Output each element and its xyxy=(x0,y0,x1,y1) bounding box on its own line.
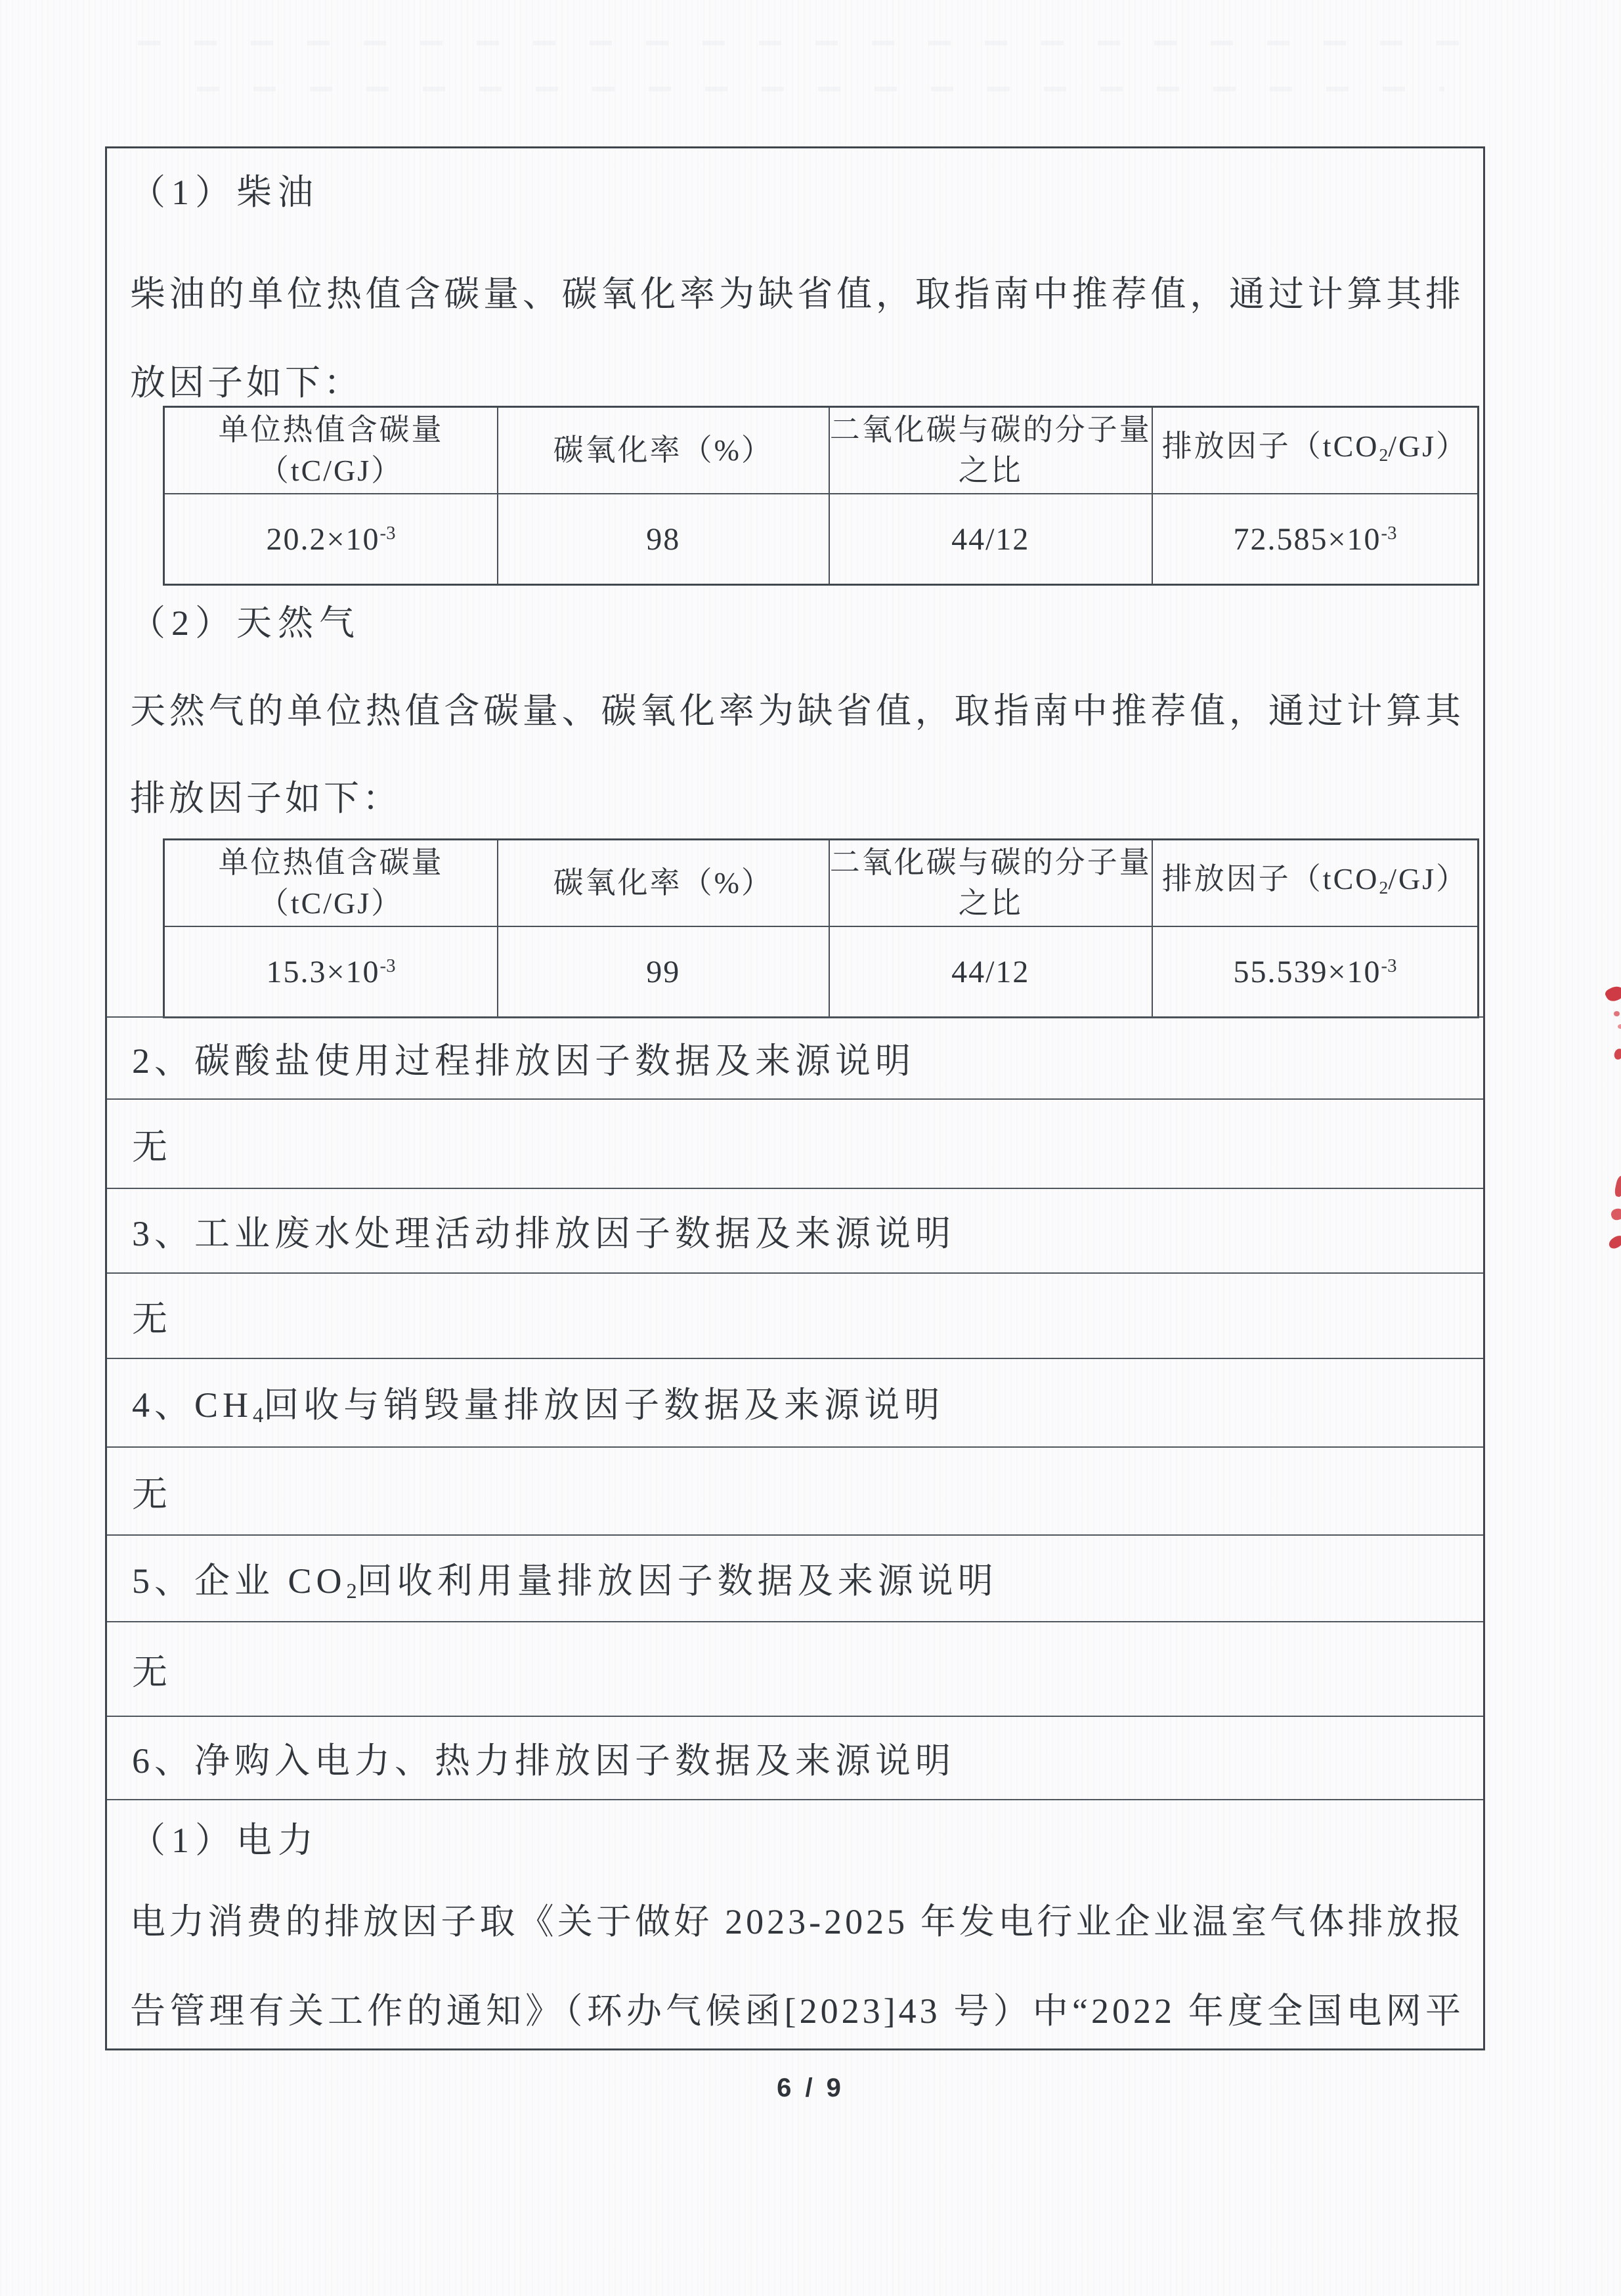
section-2-title: 2、碳酸盐使用过程排放因子数据及来源说明 xyxy=(132,1041,915,1081)
red-stamp-fragment xyxy=(1610,1207,1621,1221)
section-4-title: 4、CH4回收与销毁量排放因子数据及来源说明 xyxy=(132,1385,945,1428)
electricity-heading: （1）电力 xyxy=(130,1821,319,1860)
header-heat-content xyxy=(164,407,498,494)
diesel-heat-content-value: $20.2\times 10^{-3}$ xyxy=(164,494,498,585)
header-heat-content-line1: 单位热值含碳量 xyxy=(218,846,444,879)
section-3-title-row xyxy=(107,1188,1483,1272)
gas-heat-content-value: $15.3\times 10^{-3}$ xyxy=(164,926,498,1018)
scan-noise-top2 xyxy=(197,87,1444,91)
diesel-paragraph-line1: 柴油的单位热值含碳量、碳氧化率为缺省值，取指南中推荐值，通过计算其排 xyxy=(130,274,1464,314)
diesel-paragraph-line2: 放因子如下： xyxy=(130,363,362,402)
header-heat-content-line1: 单位热值含碳量 xyxy=(218,413,444,446)
header-molecular-ratio-line2: 之比 xyxy=(958,454,1023,487)
red-stamp-fragment xyxy=(1607,1234,1621,1251)
diesel-factor-value: $72.585\times 10^{-3}$ xyxy=(1152,494,1479,585)
red-stamp-fragment xyxy=(1614,1011,1620,1016)
section-5-content-row xyxy=(107,1621,1483,1716)
gas-factor-value: $55.539\times 10^{-3}$ xyxy=(1152,926,1479,1018)
header-emission-factor: 排放因子（tCO2/GJ） xyxy=(1152,407,1479,494)
section-3-content-row xyxy=(107,1272,1483,1358)
header-oxidation-rate: 碳氧化率（%） xyxy=(498,840,829,927)
header-molecular-ratio xyxy=(829,407,1152,494)
numbered-sections xyxy=(107,1016,1483,2052)
section-5-title-row xyxy=(107,1534,1483,1621)
gas-emission-factor-table xyxy=(163,838,1479,1018)
header-emission-factor: 排放因子（tCO2/GJ） xyxy=(1152,840,1479,927)
table-header-row xyxy=(164,407,1479,494)
section-2-title-row xyxy=(107,1016,1483,1098)
section-2-content-row xyxy=(107,1098,1483,1188)
table-header-row xyxy=(164,840,1479,927)
header-heat-content-unit: （tC/GJ） xyxy=(258,454,404,487)
scan-noise-top xyxy=(138,41,1484,45)
electricity-paragraph-line1: 电力消费的排放因子取《关于做好 2023-2025 年发电行业企业温室气体排放报 xyxy=(130,1902,1464,1941)
form-outline xyxy=(105,146,1485,2050)
red-stamp-fragment xyxy=(1604,984,1621,1005)
electricity-paragraph-line2: 告管理有关工作的通知》（环办气候函[2023]43 号）中“2022 年度全国电网平 xyxy=(130,1991,1464,2031)
section-5-title: 5、企业 CO2回收利用量排放因子数据及来源说明 xyxy=(132,1561,998,1604)
header-oxidation-rate: 碳氧化率（%） xyxy=(498,407,829,494)
header-molecular-ratio-line1: 二氧化碳与碳的分子量 xyxy=(829,413,1152,446)
diesel-oxidation-value: 98 xyxy=(498,494,829,585)
section-4-title-row xyxy=(107,1358,1483,1446)
section-4-content: 无 xyxy=(132,1474,170,1514)
header-molecular-ratio-line1: 二氧化碳与碳的分子量 xyxy=(829,846,1152,879)
section-4-content-row xyxy=(107,1446,1483,1534)
gas-heading: （2）天然气 xyxy=(130,603,360,643)
section-3-title: 3、工业废水处理活动排放因子数据及来源说明 xyxy=(132,1214,955,1253)
gas-value-row xyxy=(164,926,1479,1018)
header-molecular-ratio-line2: 之比 xyxy=(958,886,1023,920)
page-number: 6 / 9 xyxy=(777,2073,844,2102)
gas-paragraph-line1: 天然气的单位热值含碳量、碳氧化率为缺省值，取指南中推荐值，通过计算其 xyxy=(130,691,1464,731)
section-6-content-block xyxy=(107,1799,1483,2052)
gas-oxidation-value: 99 xyxy=(498,926,829,1018)
red-stamp-fragment xyxy=(1612,1047,1621,1060)
section-3-content: 无 xyxy=(132,1299,170,1339)
diesel-heading: （1）柴油 xyxy=(130,173,319,212)
section-6-title-row xyxy=(107,1716,1483,1799)
gas-paragraph-line2: 排放因子如下： xyxy=(130,779,401,818)
diesel-value-row xyxy=(164,494,1479,585)
gas-ratio-value: 44/12 xyxy=(829,926,1152,1018)
diesel-ratio-value: 44/12 xyxy=(829,494,1152,585)
section-5-content: 无 xyxy=(132,1652,170,1692)
red-stamp-fragment xyxy=(1614,1175,1621,1198)
header-heat-content-unit: （tC/GJ） xyxy=(258,886,404,920)
section-6-title: 6、净购入电力、热力排放因子数据及来源说明 xyxy=(132,1741,955,1781)
diesel-emission-factor-table xyxy=(163,406,1479,586)
header-molecular-ratio xyxy=(829,840,1152,927)
section-2-content: 无 xyxy=(132,1127,170,1167)
red-stamp-fragment xyxy=(1618,1024,1621,1029)
header-heat-content xyxy=(164,840,498,927)
